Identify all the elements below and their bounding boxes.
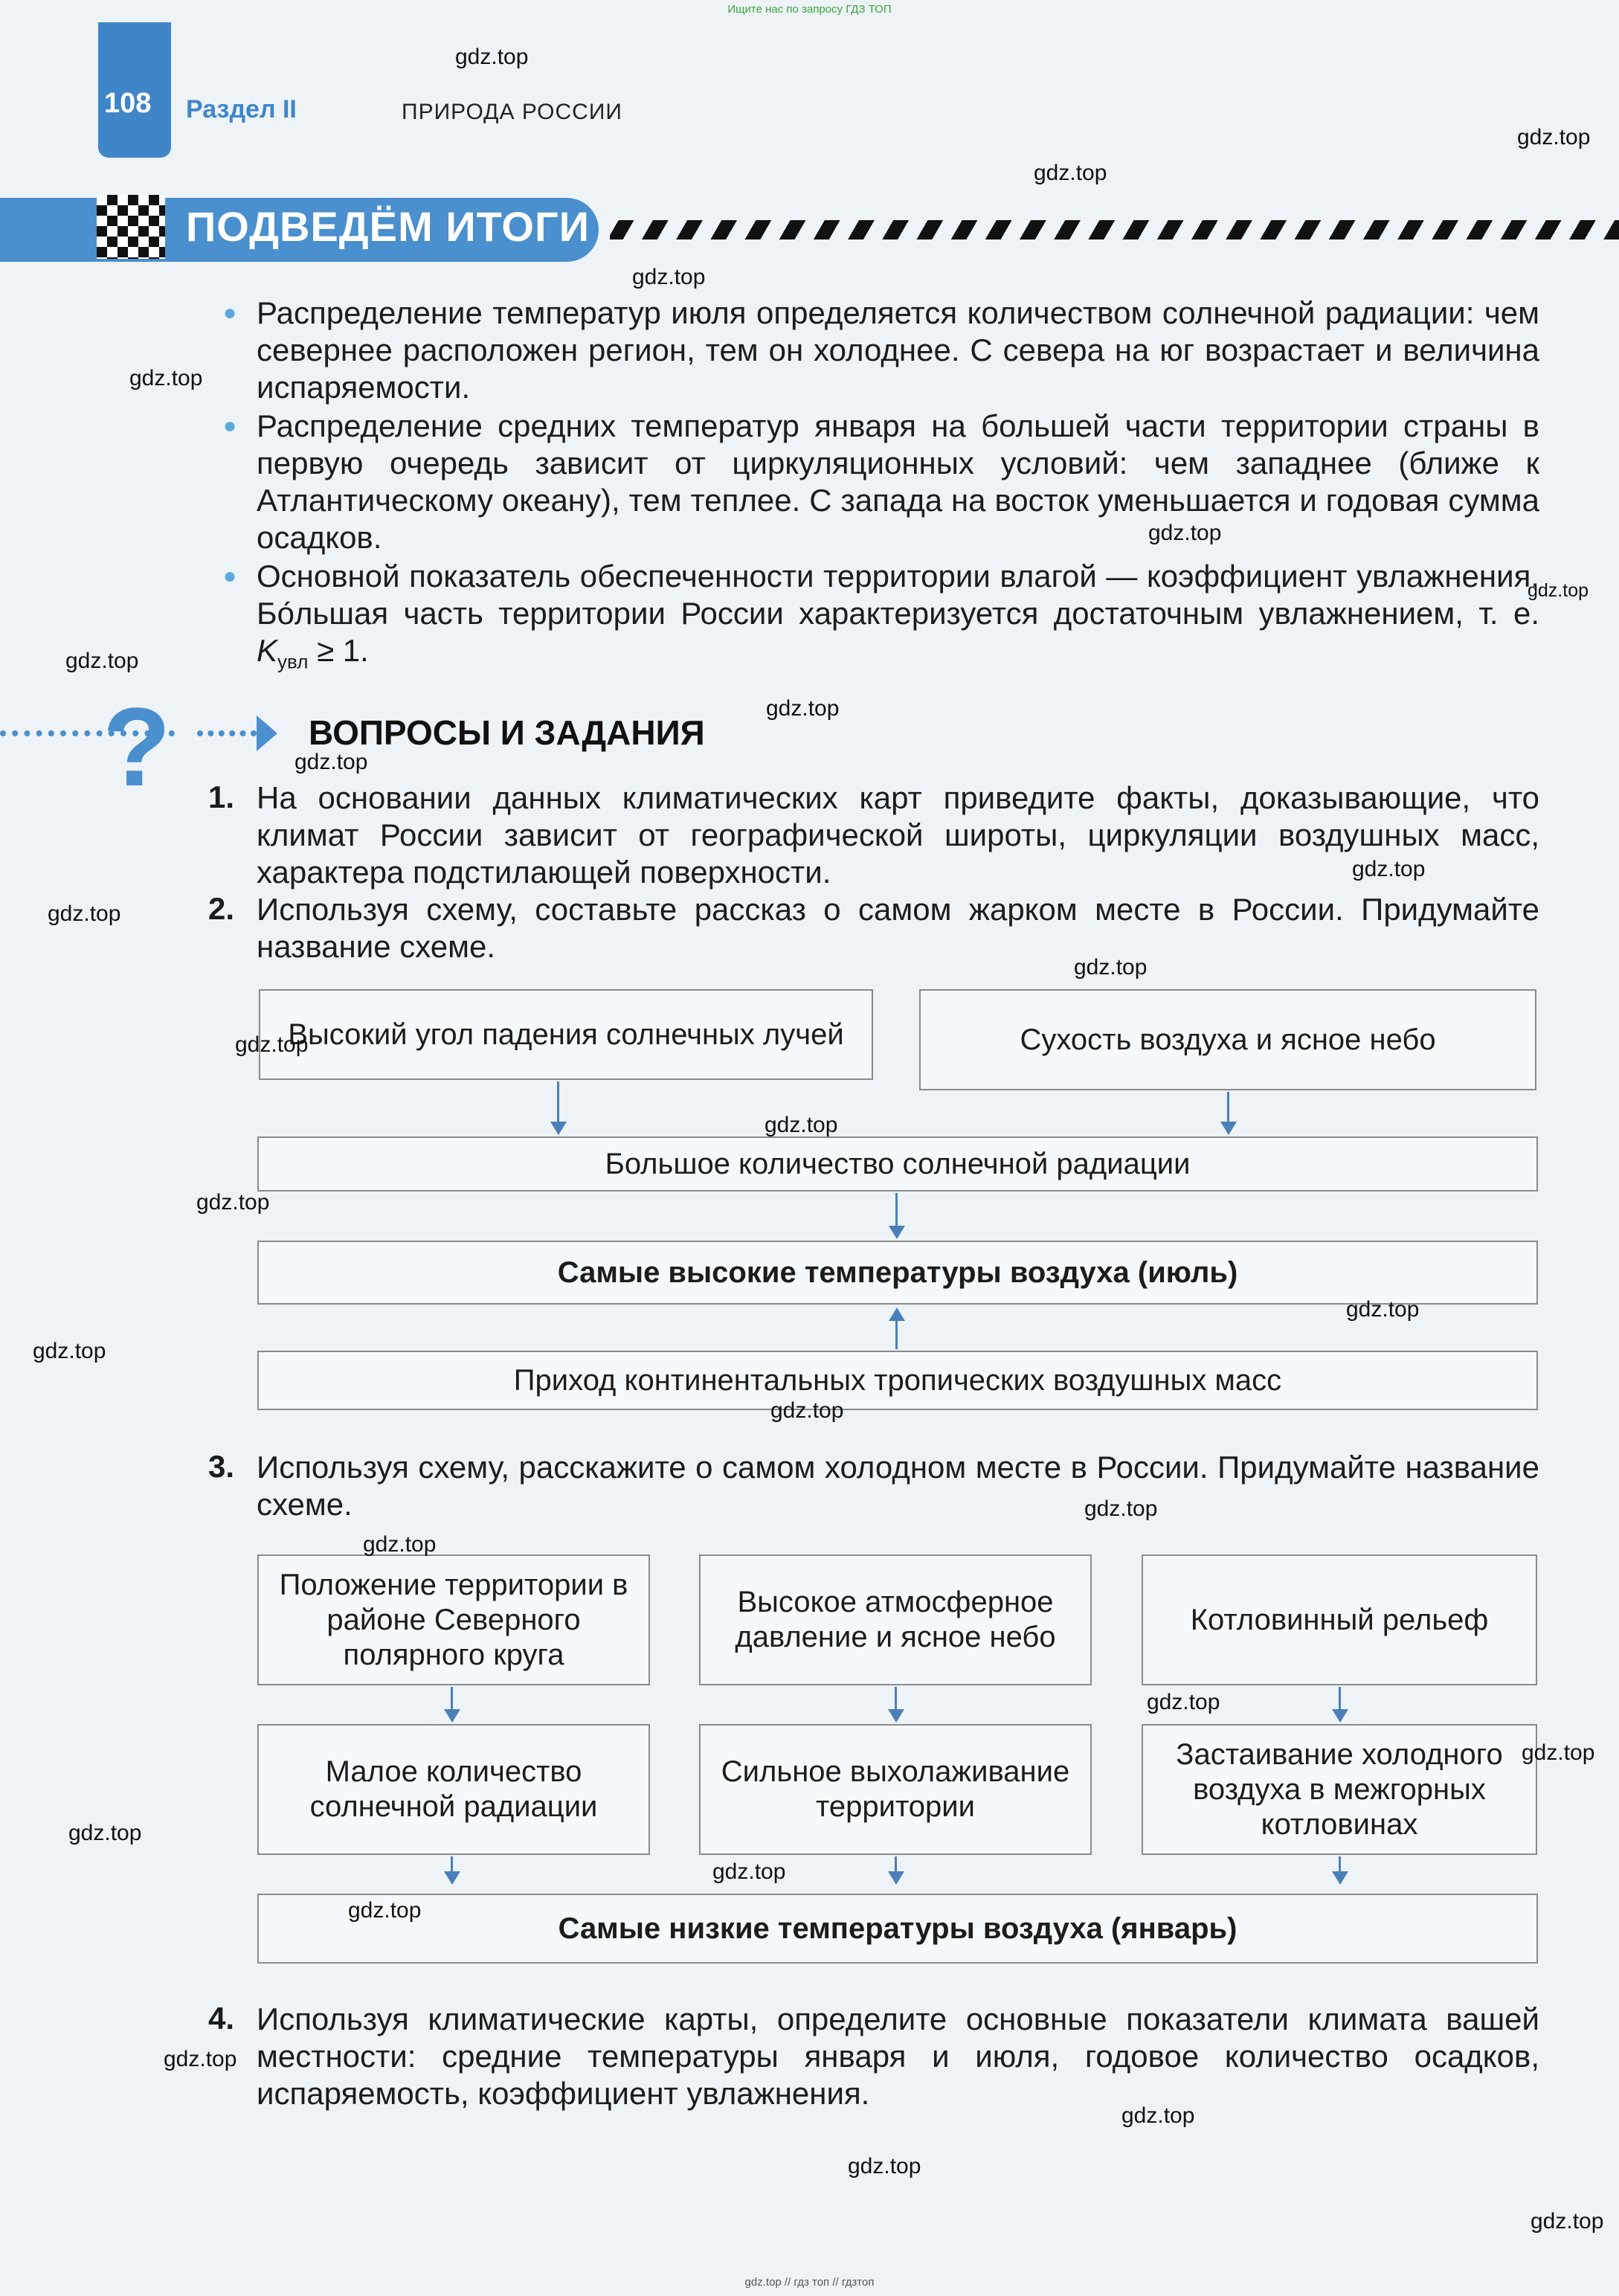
top-promo-note: Ищите нас по запросу ГДЗ ТОП [727,3,892,16]
watermark: gdz.top [164,2047,237,2071]
watermark: gdz.top [48,901,121,926]
question-number: 3. [208,1449,235,1484]
watermark: gdz.top [129,366,203,390]
scheme-box-dry-air: Сухость воздуха и ясное небо [919,989,1536,1090]
summary-item: Распределение температур июля определяется количеством солнечной радиации: чем севернее расположен регион, тем он холоднее. С севера на юг возрастает и величина испаряемости. [257,295,1539,405]
scheme-connector [557,1081,559,1128]
watermark: gdz.top [196,1190,270,1215]
watermark: gdz.top [632,265,706,289]
scheme-box-cold-result: Самые низкие температуры воздуха (январь) [257,1894,1538,1964]
arrow-down-icon [1332,1871,1348,1885]
section-label: Раздел II [186,95,297,123]
scheme-box-tropical-air: Приход континентальных тропических воздушных масс [257,1351,1538,1410]
watermark: gdz.top [765,1113,838,1137]
watermark: gdz.top [1517,125,1591,149]
watermark: gdz.top [1352,857,1426,881]
question-text: На основании данных климатических карт приведите факты, доказывающие, что климат России зависит от географической широты, циркуляции воздушных масс, характера подстилающей поверхности. [257,780,1539,890]
summary-item: Основной показатель обеспеченности территории влагой — коэффициент увлажнения. Бо́льшая часть территории России характеризуется достаточным увлажнением, т. е. $K_{увл} \ge 1$. [257,559,1539,673]
section-title: ПРИРОДА РОССИИ [402,100,622,124]
formula-symbol: K [257,633,278,668]
watermark: gdz.top [770,1398,844,1423]
watermark: gdz.top [363,1532,437,1557]
arrow-down-icon [888,1871,904,1885]
scheme-box-low-radiation: Малое количество солнечной радиации [257,1724,650,1855]
question-number: 4. [208,2001,235,2036]
arrow-down-icon [444,1709,460,1723]
arrow-down-icon [1332,1709,1348,1723]
dashed-separator [610,220,1619,239]
page-number: 108 [104,88,152,119]
watermark: gdz.top [235,1032,309,1057]
watermark: gdz.top [766,696,840,721]
bullet-icon: ● [223,414,237,438]
bullet-icon: ● [223,300,237,325]
arrow-down-icon [888,1709,904,1723]
watermark: gdz.top [1074,955,1148,980]
scheme-connector [895,1319,898,1349]
summary-title: ПОДВЕДЁМ ИТОГИ [186,203,590,250]
watermark: gdz.top [848,2154,921,2178]
scheme-box-cooling: Сильное выхолаживание территории [699,1724,1092,1855]
bottom-promo-note: gdz.top // гдз топ // гдзтоп [744,2276,875,2289]
dotted-separator [197,730,257,736]
scheme-box-stagnation: Застаивание холодного воздуха в межгорных котловинах [1142,1724,1537,1855]
scheme-box-polar-circle: Положение территории в районе Северного полярного круга [257,1554,650,1685]
scheme-box-radiation: Большое количество солнечной радиации [257,1136,1538,1192]
formula-relation: ≥ 1. [308,633,369,668]
watermark: gdz.top [1531,2209,1604,2234]
arrow-right-icon [257,716,277,751]
watermark: gdz.top [1148,521,1222,545]
bullet-icon: ● [223,564,237,588]
questions-title: ВОПРОСЫ И ЗАДАНИЯ [309,713,705,752]
watermark: gdz.top [1528,580,1589,601]
arrow-down-icon [1220,1122,1237,1135]
watermark: gdz.top [68,1821,142,1845]
watermark: gdz.top [1147,1690,1220,1714]
watermark: gdz.top [65,649,139,673]
question-text: Используя схему, составьте рассказ о самом жарком месте в России. Придумайте название схеме. [257,892,1539,964]
question-text: Используя климатические карты, определите основные показатели климата вашей местности: средние температуры января и июля, годовое количество осадков, испаряемость, коэффициент увлажнения. [257,2001,1539,2111]
watermark: gdz.top [294,750,368,774]
arrow-down-icon [444,1871,460,1885]
watermark: gdz.top [712,1859,786,1884]
question-text: Используя схему, расскажите о самом холодном месте в России. Придумайте название схеме. [257,1450,1539,1522]
scheme-box-sun-angle: Высокий угол падения солнечных лучей [259,989,873,1080]
summary-item: Распределение средних температур января на большей части территории страны в первую очередь зависит от циркуляционных условий: чем западнее (ближе к Атлантическому океану), тем теплее. С запада на восток уменьшается и годовая сумма осадков. [257,408,1539,555]
question-number: 1. [208,779,235,814]
scheme-box-high-pressure: Высокое атмосферное давление и ясное небо [699,1554,1092,1685]
scheme-box-basin-relief: Котловинный рельеф [1142,1554,1537,1685]
watermark: gdz.top [455,45,529,69]
watermark: gdz.top [33,1339,106,1363]
arrow-down-icon [889,1226,905,1239]
arrow-down-icon [550,1122,567,1135]
watermark: gdz.top [1121,2103,1195,2128]
watermark: gdz.top [348,1898,422,1923]
watermark: gdz.top [1522,1740,1595,1765]
watermark: gdz.top [1084,1496,1158,1521]
scheme-box-hot-result: Самые высокие температуры воздуха (июль) [257,1241,1538,1305]
watermark: gdz.top [1034,161,1107,185]
formula-subscript: увл [277,650,309,673]
checkered-flag-icon [97,195,165,259]
question-mark-icon: ? [103,684,171,809]
question-number: 2. [208,891,235,926]
watermark: gdz.top [1346,1297,1420,1322]
